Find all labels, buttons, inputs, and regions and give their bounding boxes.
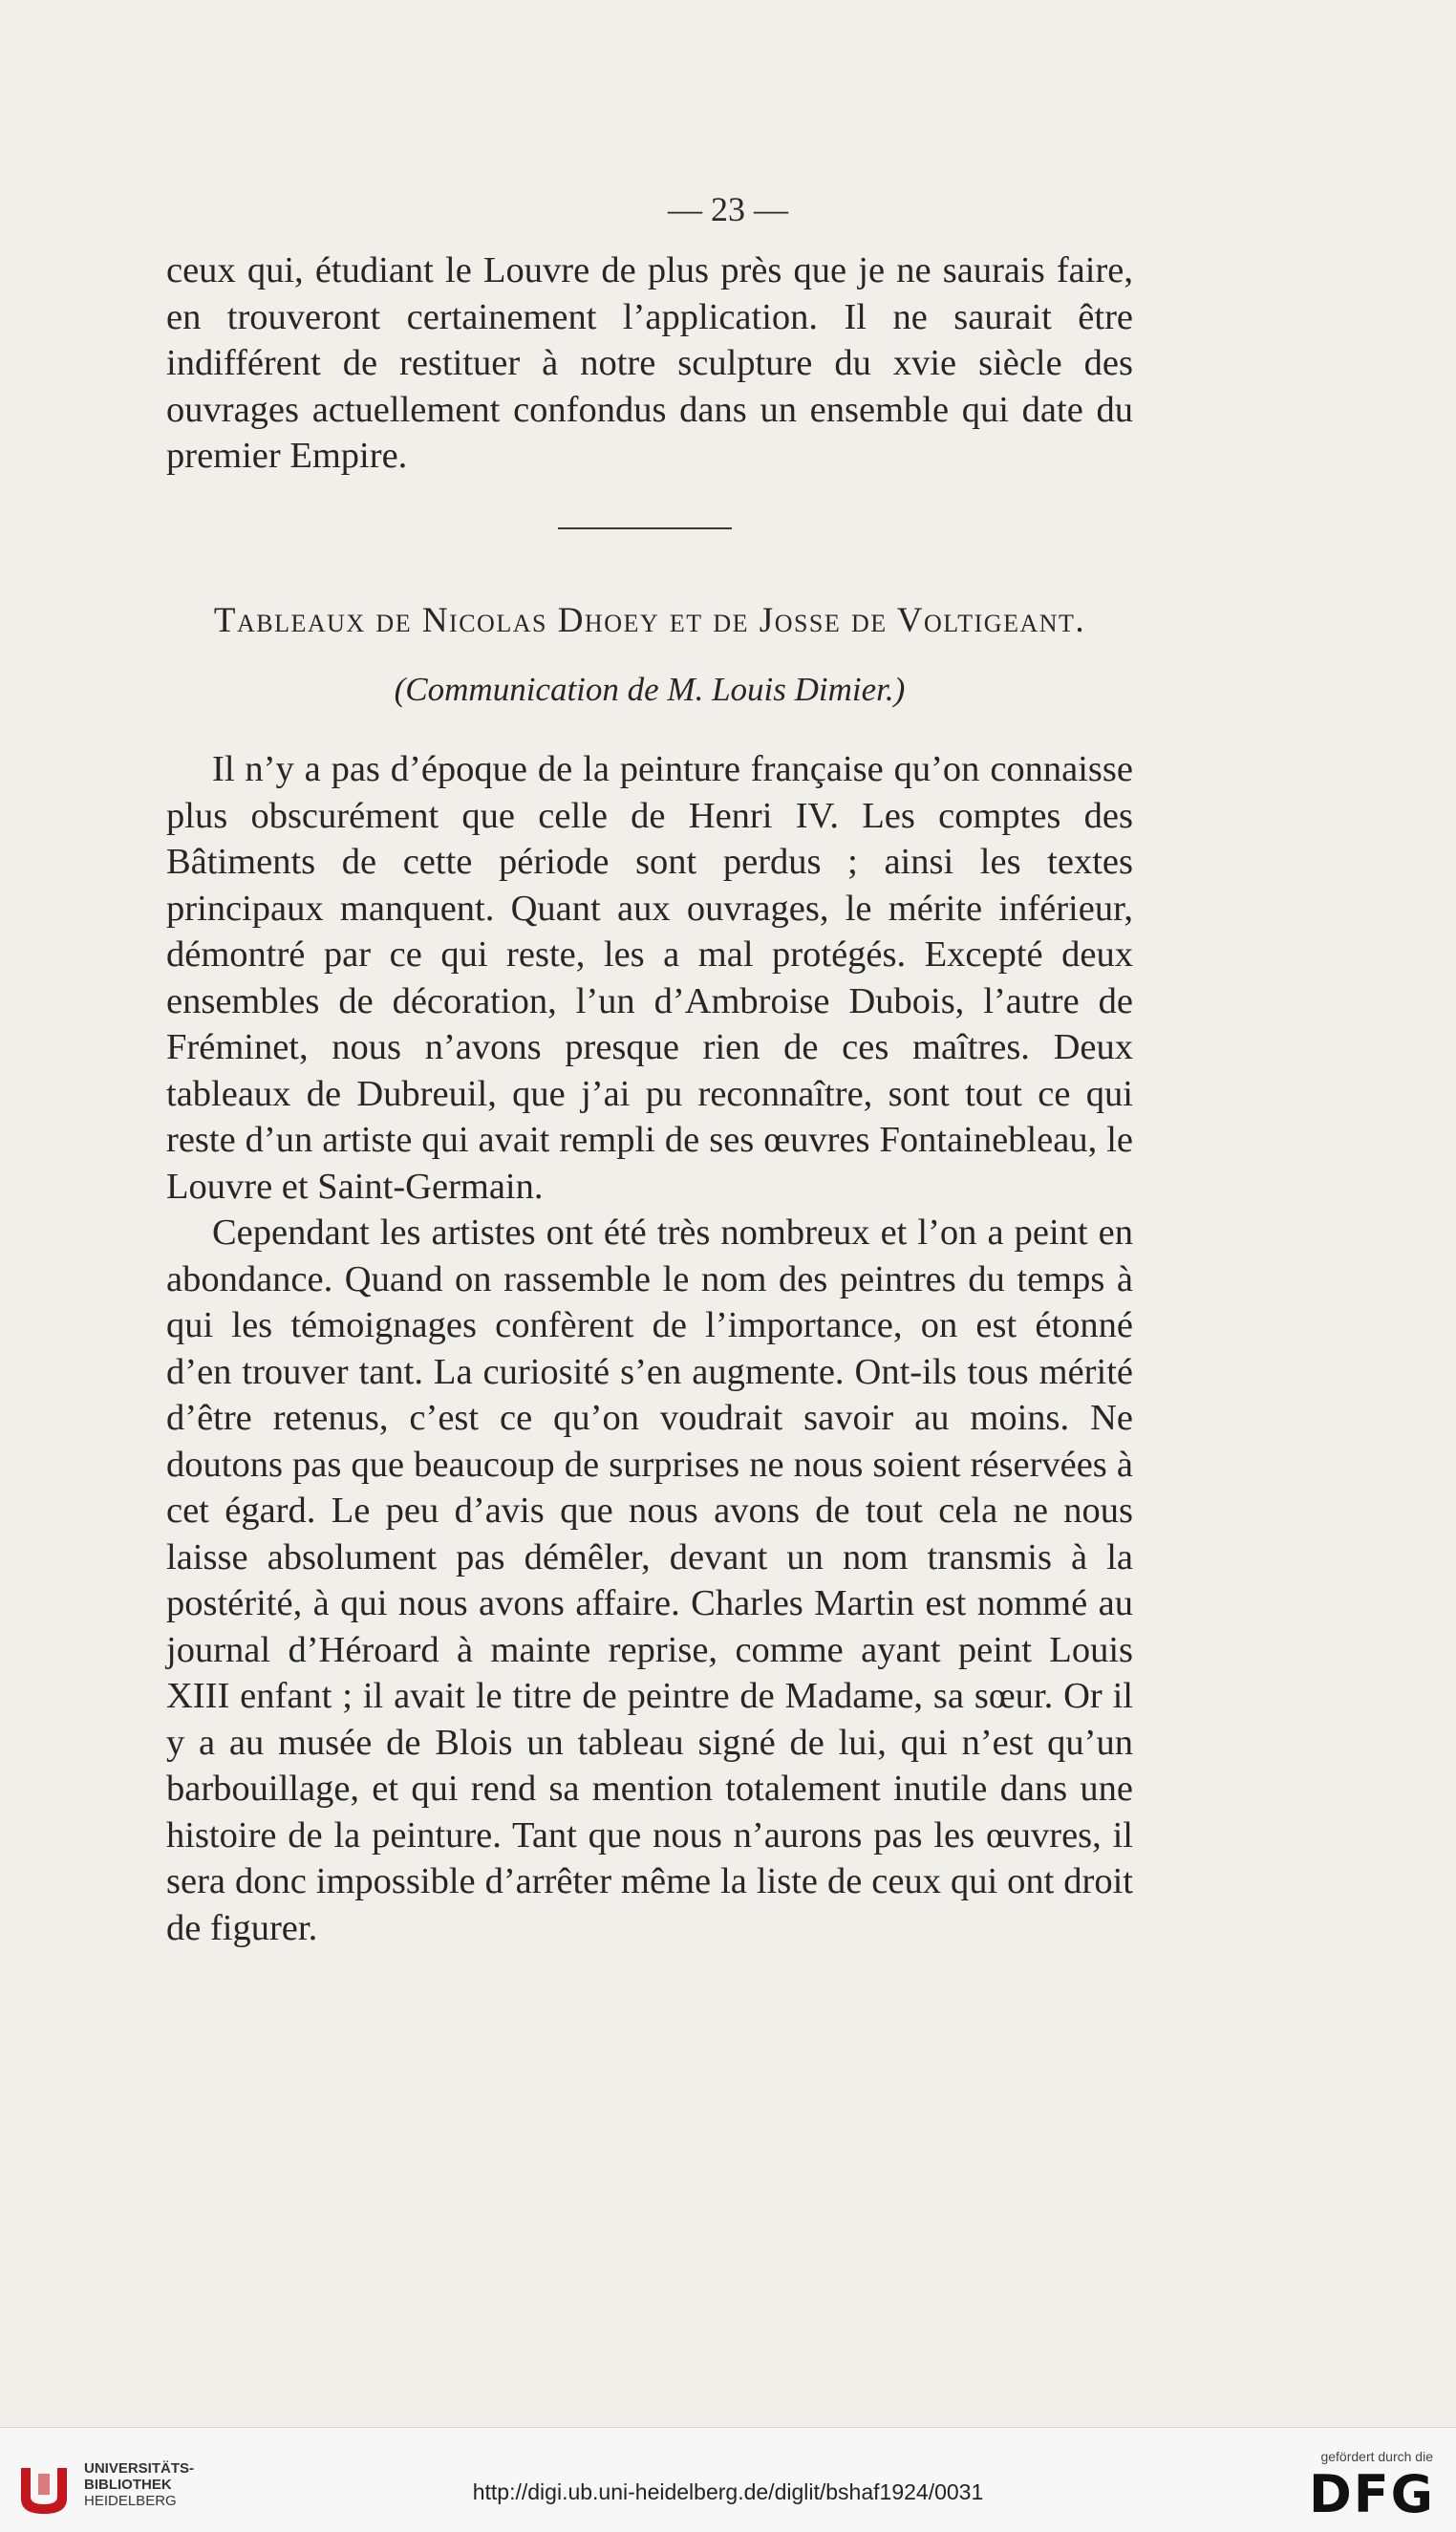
library-name-line-1: UNIVERSITÄTS- xyxy=(84,2460,195,2477)
footer-bar xyxy=(0,2427,1456,2532)
body-text xyxy=(166,746,1133,1951)
source-url-link[interactable]: http://digi.ub.uni-heidelberg.de/diglit/bshaf1924/0031 xyxy=(472,2479,984,2504)
paragraph-2: Cependant les artistes ont été très nombreux et l’on a peint en abondance. Quand on rassemble le nom des peintres du temps à qui les témoignages confèrent de l’importance, on est étonné d’en trouver tant. La curiosité s’en augmente. Ont-ils tous mérité d’être retenus, c’est ce qu’on voudrait savoir au moins. Ne doutons pas que beaucoup de surprises ne nous soient réservées à cet égard. Le peu d’avis que nous avons de tout cela ne nous laisse absolument pas démêler, devant un nom transmis à la postérité, à qui nous avons affaire. Charles Martin est nommé au journal d’Héroard à mainte reprise, comme ayant peint Louis XIII enfant ; il avait le titre de peintre de Madame, sa sœur. Or il y a au musée de Blois un tableau signé de lui, qui n’est qu’un barbouillage, et qui rend sa mention totalement inutile dans une histoire de la peinture. Tant que nous n’aurons pas les œuvres, il sera donc impossible d’arrêter même la liste de ceux qui ont droit de figurer. xyxy=(166,1212,1133,1948)
page-number: — 23 — xyxy=(668,190,788,228)
funder-label: gefördert durch die xyxy=(1320,2449,1433,2464)
section-attribution: (Communication de M. Louis Dimier.) xyxy=(394,671,906,708)
paragraph-1: Il n’y a pas d’époque de la peinture française qu’on connaisse plus obscurément que celle de Henri IV. Les comptes des Bâtiments de cette période sont perdus ; ainsi les textes principaux manquent. Quant aux ouvrages, le mérite inférieur, démontré par ce qui reste, les a mal protégés. Excepté deux ensembles de décoration, l’un d’Ambroise Dubois, l’autre de Fréminet, nous n’avons presque rien de ces maîtres. Deux tableaux de Dubreuil, que j’ai pu reconnaître, sont tout ce qui reste d’un artiste qui avait rempli de ses œuvres Fontainebleau, le Louvre et Saint-Germain. xyxy=(166,749,1133,1207)
intro-text: ceux qui, étudiant le Louvre de plus près que je ne saurais faire, en trouveront certainement l’application. Il ne saurait être indifférent de restituer à notre sculpture du xvie siècle des ouvrages actuellement confondus dans un ensemble qui date du premier Empire. xyxy=(166,250,1133,476)
library-name-line-2: BIBLIOTHEK xyxy=(84,2477,172,2493)
section-divider xyxy=(558,527,732,529)
dfg-logo-icon: DFG xyxy=(1308,2464,1435,2524)
library-name-line-3: HEIDELBERG xyxy=(84,2493,177,2509)
intro-paragraph xyxy=(166,247,1133,480)
section-title: Tableaux de Nicolas Dhoey et de Josse de Voltigeant. xyxy=(213,601,1086,640)
